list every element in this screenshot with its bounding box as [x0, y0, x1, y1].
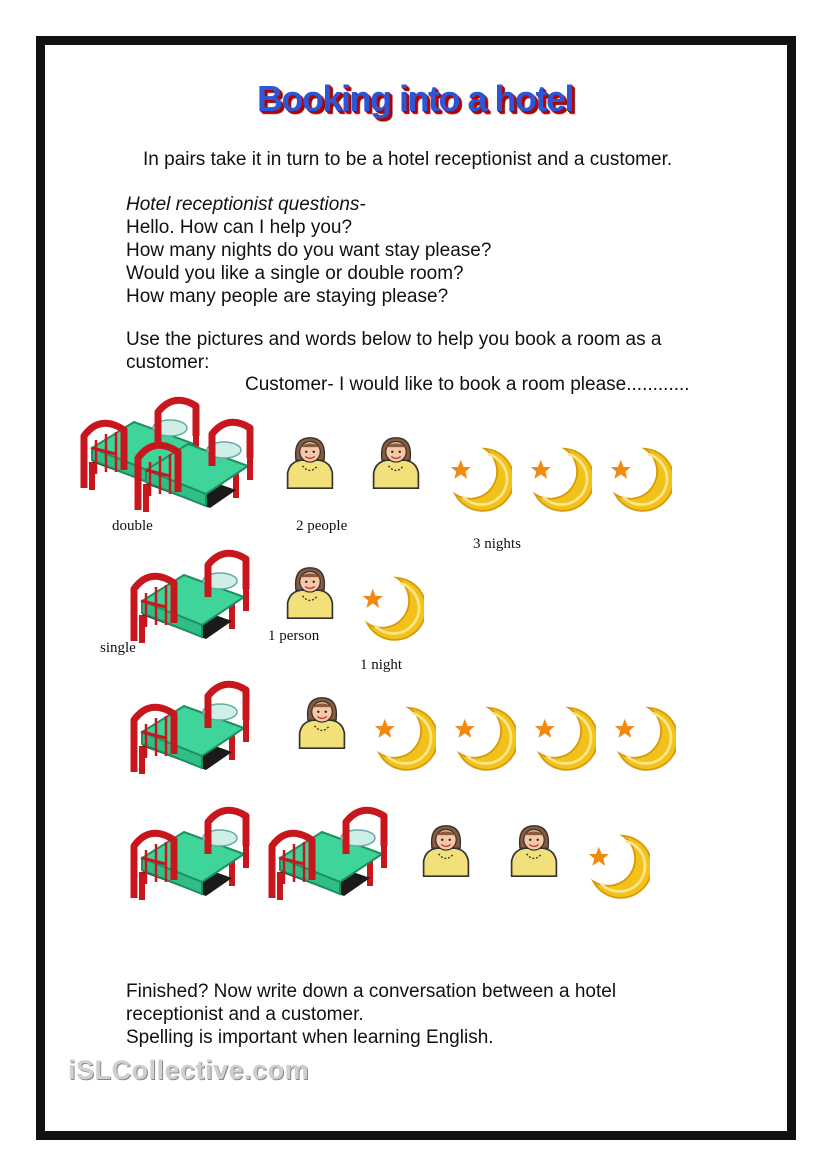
bed-icon	[266, 802, 396, 907]
question-4: How many people are staying please?	[126, 286, 449, 307]
closing-line-1: Finished? Now write down a conversation between a hotel	[126, 981, 617, 1002]
moon-icon	[452, 702, 516, 772]
person-icon	[506, 822, 562, 880]
person-icon	[294, 694, 350, 752]
person-icon	[282, 564, 338, 622]
receptionist-heading: Hotel receptionist questions-	[126, 194, 366, 215]
room-label: double	[112, 518, 153, 534]
customer-prompt: Customer- I would like to book a room please............	[245, 374, 690, 395]
moon-icon	[372, 702, 436, 772]
bed-icon	[128, 545, 258, 650]
people-label: 2 people	[296, 518, 348, 534]
person-icon	[368, 434, 424, 492]
bed-icon	[128, 676, 258, 781]
moon-icon	[528, 444, 592, 512]
closing-line-3: Spelling is important when learning English.	[126, 1027, 494, 1048]
moon-icon	[608, 444, 672, 512]
person-icon	[418, 822, 474, 880]
instruction-line-1: Use the pictures and words below to help you book a room as a	[126, 329, 662, 350]
moon-icon	[586, 830, 650, 900]
question-3: Would you like a single or double room?	[126, 263, 464, 284]
moon-icon	[360, 572, 424, 642]
nights-label: 1 night	[360, 657, 403, 673]
instruction-line-2: customer:	[126, 352, 210, 373]
bed-icon	[132, 414, 262, 519]
people-label: 1 person	[268, 628, 320, 644]
intro-text: In pairs take it in turn to be a hotel receptionist and a customer.	[143, 149, 673, 170]
watermark: iSLCollective.com	[68, 1055, 310, 1085]
closing-line-2: receptionist and a customer.	[126, 1004, 364, 1025]
moon-icon	[448, 444, 512, 512]
question-1: Hello. How can I help you?	[126, 217, 353, 238]
moon-icon	[532, 702, 596, 772]
room-label: single	[100, 640, 136, 656]
moon-icon	[612, 702, 676, 772]
bed-icon	[128, 802, 258, 907]
question-2: How many nights do you want stay please?	[126, 240, 492, 261]
nights-label: 3 nights	[473, 536, 521, 552]
page-title: Booking into a hotel	[257, 78, 573, 119]
person-icon	[282, 434, 338, 492]
